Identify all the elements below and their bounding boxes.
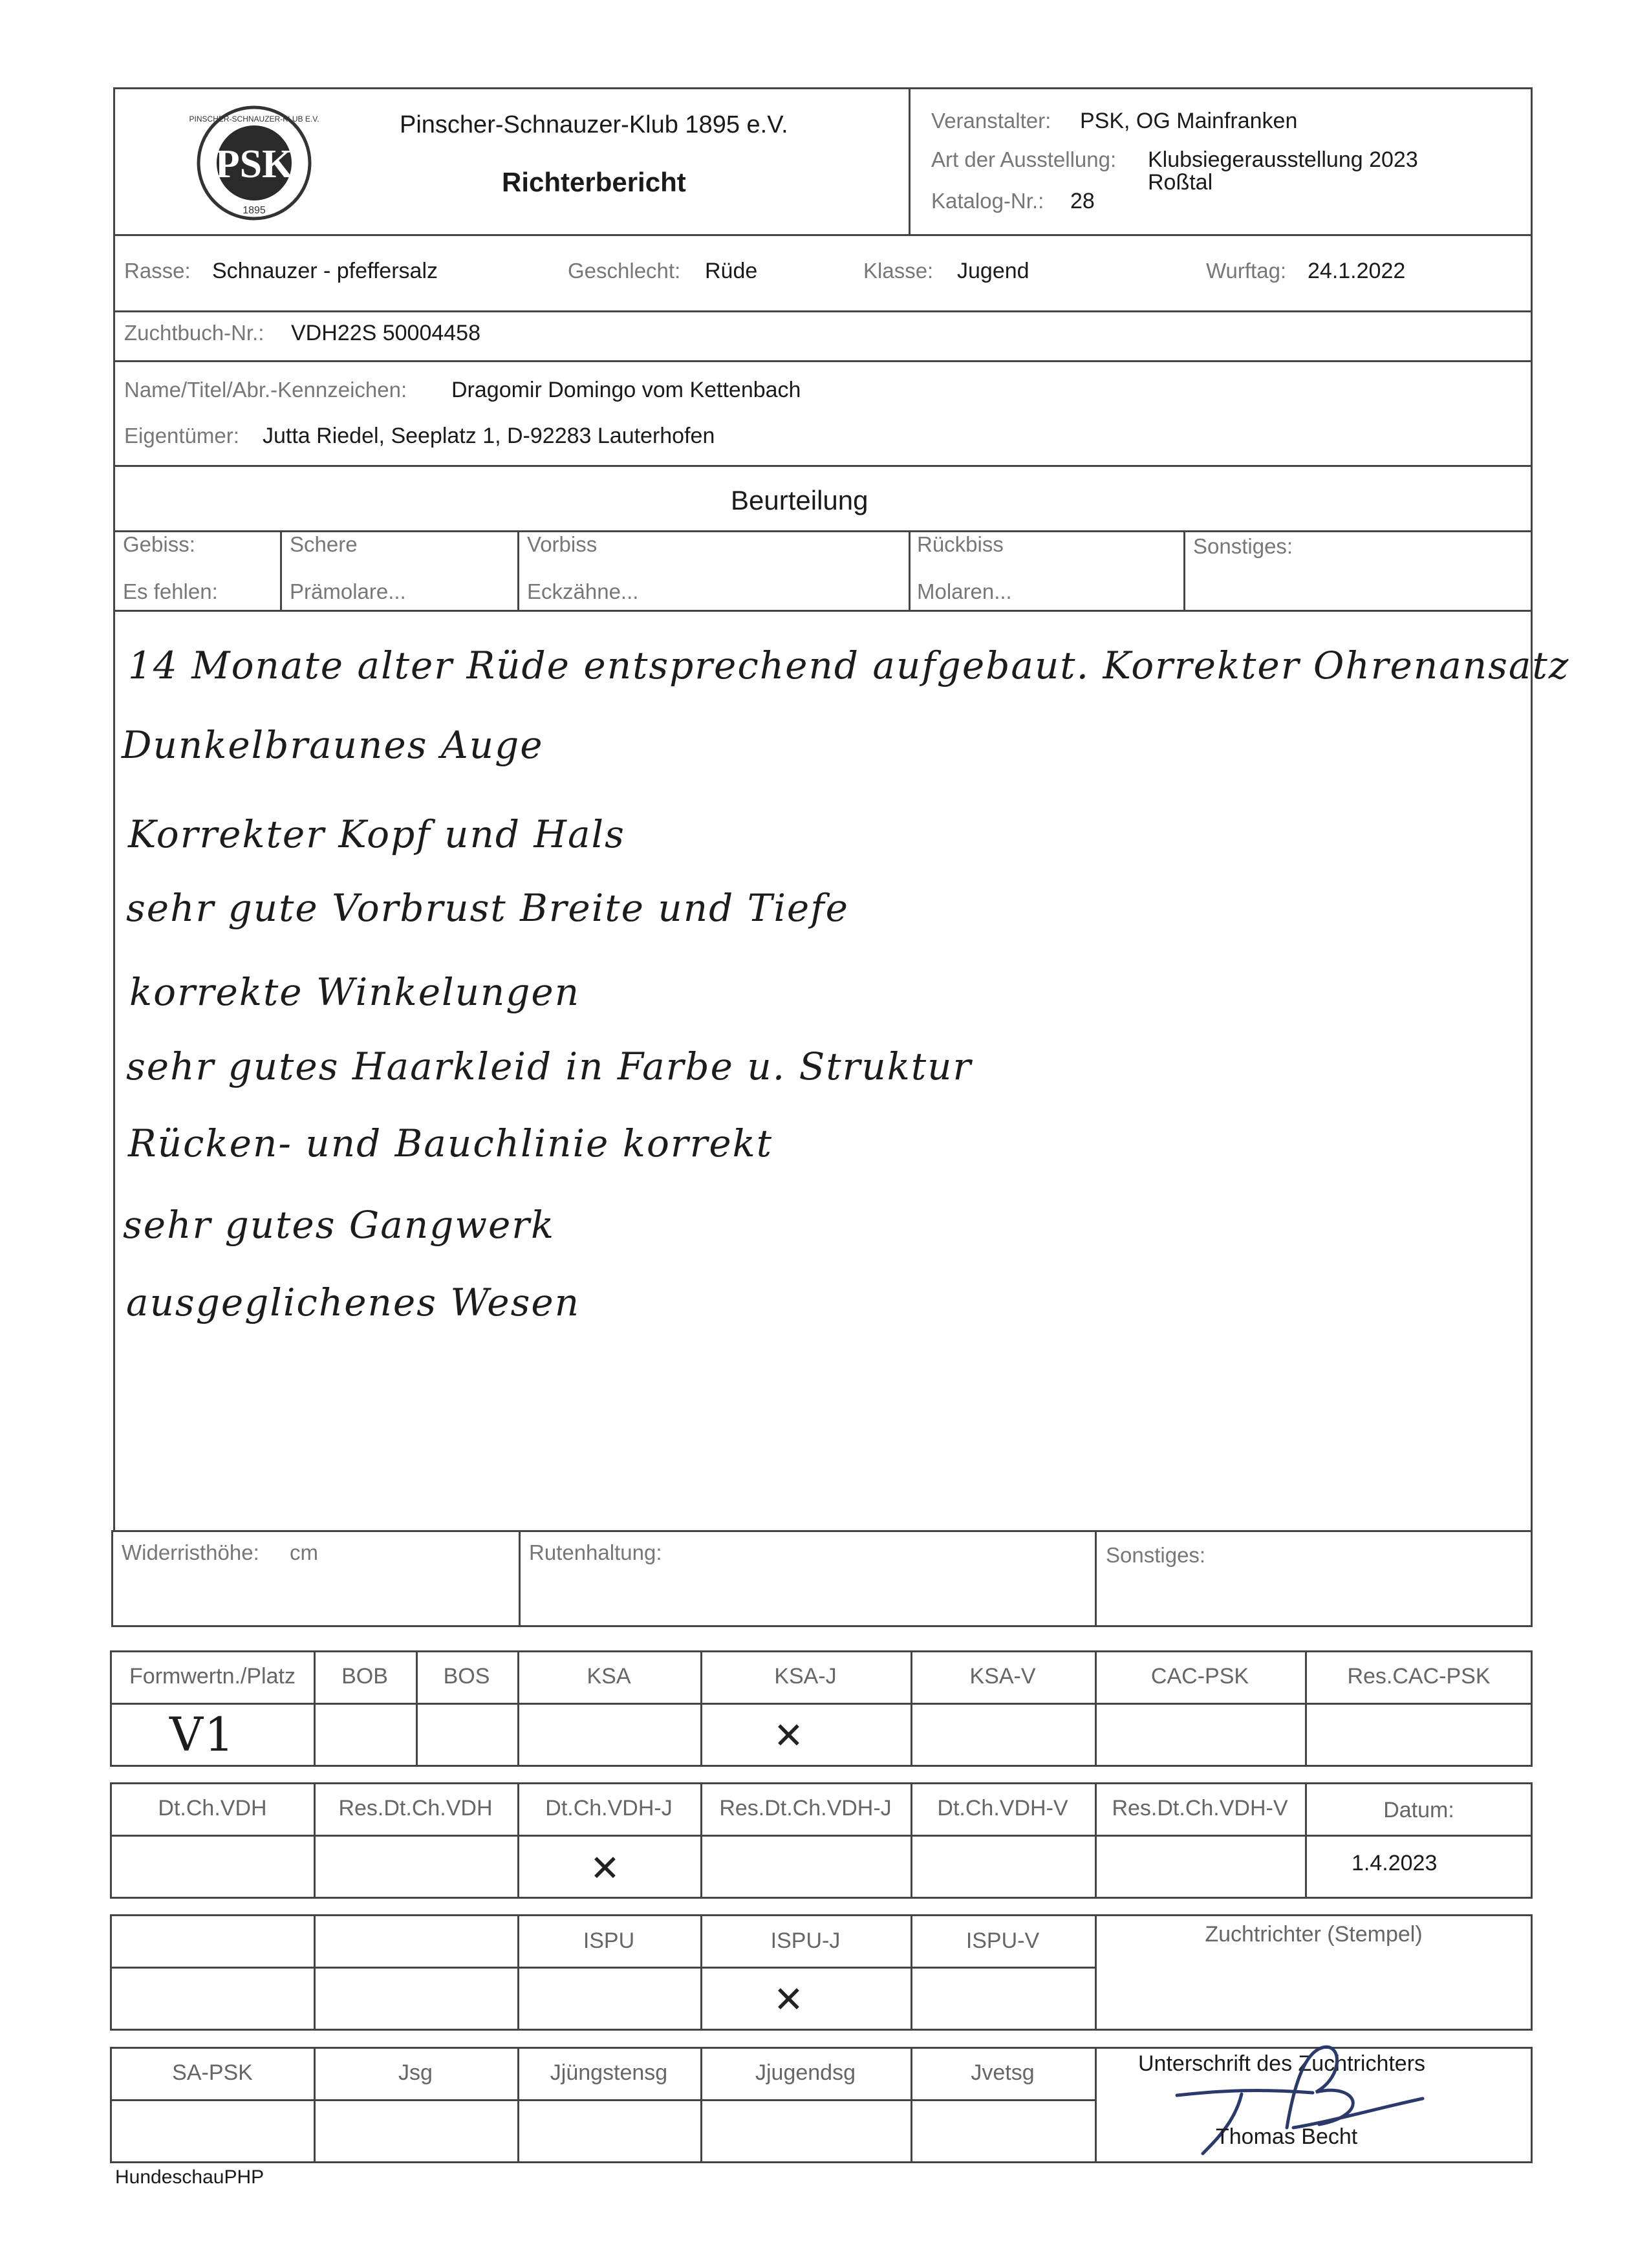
row-divider — [110, 1835, 1533, 1837]
header-cac-psk: CAC-PSK — [1150, 1664, 1249, 1689]
header-jsg: Jsg — [398, 2060, 433, 2085]
measurements-other-label: Sonstiges: — [1106, 1543, 1206, 1567]
header-dt-ch-vdh-j: Dt.Ch.VDH-J — [545, 1796, 673, 1820]
header-bos: BOS — [443, 1664, 490, 1689]
rating-value: V1 — [169, 1707, 235, 1762]
col-divider — [517, 530, 519, 610]
col-divider — [314, 1914, 316, 2031]
show-type-value: Klubsiegerausstellung 2023 — [1148, 147, 1418, 172]
row-divider — [110, 1703, 1533, 1705]
owner-value: Jutta Riedel, Seeplatz 1, D-92283 Lauterhofen — [263, 424, 715, 448]
handwritten-line: korrekte Winkelungen — [129, 970, 581, 1014]
header-dt-ch-vdh: Dt.Ch.VDH — [158, 1796, 267, 1820]
col-divider — [519, 1530, 521, 1627]
row-divider — [113, 610, 1533, 612]
judge-stamp-label: Zuchtrichter (Stempel) — [1205, 1922, 1423, 1947]
handwritten-line: Dunkelbraunes Auge — [122, 723, 544, 767]
header-ksa-v: KSA-V — [969, 1664, 1036, 1689]
col-divider — [1095, 2047, 1097, 2163]
row-divider — [113, 360, 1533, 362]
measurements-section — [111, 1530, 1533, 1627]
col-divider — [1183, 530, 1185, 610]
birth-date-label: Wurftag: — [1206, 259, 1287, 283]
header-dt-ch-vdh-v: Dt.Ch.VDH-V — [937, 1796, 1068, 1820]
handwritten-line: sehr gutes Haarkleid in Farbe u. Struktur — [126, 1044, 973, 1088]
header-res-cac-psk: Res.CAC-PSK — [1347, 1664, 1491, 1689]
header-jvetsg: Jvetsg — [971, 2060, 1035, 2085]
header-formwert: Formwertn./Platz — [129, 1664, 296, 1689]
birth-date-value: 24.1.2022 — [1308, 259, 1406, 283]
breed-label: Rasse: — [124, 259, 191, 283]
withers-height-unit: cm — [290, 1540, 318, 1564]
header-ispu-j: ISPU-J — [770, 1928, 841, 1953]
breed-value: Schnauzer - pfeffersalz — [212, 259, 438, 283]
organizer-value: PSK, OG Mainfranken — [1080, 109, 1298, 133]
handwritten-line: sehr gutes Gangwerk — [123, 1203, 555, 1247]
dt-ch-vdh-j-mark: ✕ — [590, 1848, 620, 1890]
sex-value: Rüde — [705, 259, 758, 283]
col-divider — [1095, 1530, 1097, 1627]
scissor-bite-option: Schere — [290, 532, 358, 556]
logo-letters: PSK — [215, 142, 294, 186]
catalog-label: Katalog-Nr.: — [931, 189, 1044, 213]
row-divider — [113, 310, 1533, 312]
judge-name: Thomas Becht — [1216, 2124, 1358, 2149]
handwritten-line: sehr gute Vorbrust Breite und Tiefe — [126, 886, 849, 930]
header-ksa: KSA — [587, 1664, 631, 1689]
studbook-label: Zuchtbuch-Nr.: — [124, 321, 264, 345]
software-footer: HundeschauPHP — [115, 2166, 264, 2188]
dog-name-value: Dragomir Domingo vom Kettenbach — [451, 378, 801, 402]
handwritten-line: Rücken- und Bauchlinie korrekt — [128, 1121, 773, 1165]
withers-height-label: Widerristhöhe: — [122, 1540, 259, 1564]
organizer-label: Veranstalter: — [931, 109, 1051, 133]
premolars-option: Prämolare... — [290, 579, 406, 603]
evaluation-title: Beurteilung — [731, 485, 868, 515]
underbite-option: Rückbiss — [917, 532, 1004, 556]
header-res-dt-ch-vdh: Res.Dt.Ch.VDH — [338, 1796, 493, 1820]
class-label: Klasse: — [863, 259, 934, 283]
logo-ring-text: PINSCHER-SCHNAUZER-KLUB E.V. — [189, 114, 319, 124]
teeth-other-label: Sonstiges: — [1193, 534, 1293, 558]
date-value: 1.4.2023 — [1352, 1851, 1438, 1875]
missing-teeth-label: Es fehlen: — [123, 579, 218, 603]
teeth-label: Gebiss: — [123, 532, 195, 556]
sex-label: Geschlecht: — [568, 259, 681, 283]
header-ispu: ISPU — [583, 1928, 635, 1953]
ksa-j-mark: ✕ — [773, 1715, 804, 1757]
owner-label: Eigentümer: — [124, 424, 239, 448]
club-logo — [189, 105, 319, 221]
canines-option: Eckzähne... — [527, 579, 639, 603]
row-divider — [110, 1967, 1096, 1969]
signature-label: Unterschrift des Zuchtrichters — [1138, 2051, 1426, 2076]
molars-option: Molaren... — [917, 579, 1012, 603]
header-res-dt-ch-vdh-j: Res.Dt.Ch.VDH-J — [719, 1796, 892, 1820]
handwritten-line: 14 Monate alter Rüde entsprechend aufgebaut. Korrekter Ohrenansatz — [128, 643, 1570, 687]
header-res-dt-ch-vdh-v: Res.Dt.Ch.VDH-V — [1112, 1796, 1288, 1820]
report-title: Richterbericht — [502, 167, 686, 197]
col-divider — [280, 530, 282, 610]
club-name: Pinscher-Schnauzer-Klub 1895 e.V. — [400, 111, 788, 138]
handwritten-line: ausgeglichenes Wesen — [126, 1280, 581, 1324]
logo-year: 1895 — [242, 205, 266, 216]
row-divider — [110, 2099, 1096, 2101]
class-value: Jugend — [957, 259, 1029, 283]
header-ispu-v: ISPU-V — [965, 1928, 1040, 1953]
header-jjugendsg: Jjugendsg — [755, 2060, 856, 2085]
header-sa-psk: SA-PSK — [172, 2060, 253, 2085]
ispu-j-mark: ✕ — [773, 1979, 804, 2021]
tail-carriage-label: Rutenhaltung: — [529, 1540, 662, 1564]
header-date: Datum: — [1383, 1798, 1454, 1822]
header-divider — [909, 87, 911, 236]
handwritten-line: Korrekter Kopf und Hals — [128, 812, 625, 856]
studbook-value: VDH22S 50004458 — [291, 321, 481, 345]
dog-name-label: Name/Titel/Abr.-Kennzeichen: — [124, 378, 407, 402]
show-location-value: Roßtal — [1148, 170, 1213, 195]
catalog-value: 28 — [1070, 189, 1095, 213]
show-type-label: Art der Ausstellung: — [931, 147, 1117, 171]
header-ksa-j: KSA-J — [774, 1664, 837, 1689]
header-bob: BOB — [341, 1664, 388, 1689]
header-jjuengstensg: Jjüngstensg — [550, 2060, 668, 2085]
overbite-option: Vorbiss — [527, 532, 598, 556]
col-divider — [909, 530, 911, 610]
